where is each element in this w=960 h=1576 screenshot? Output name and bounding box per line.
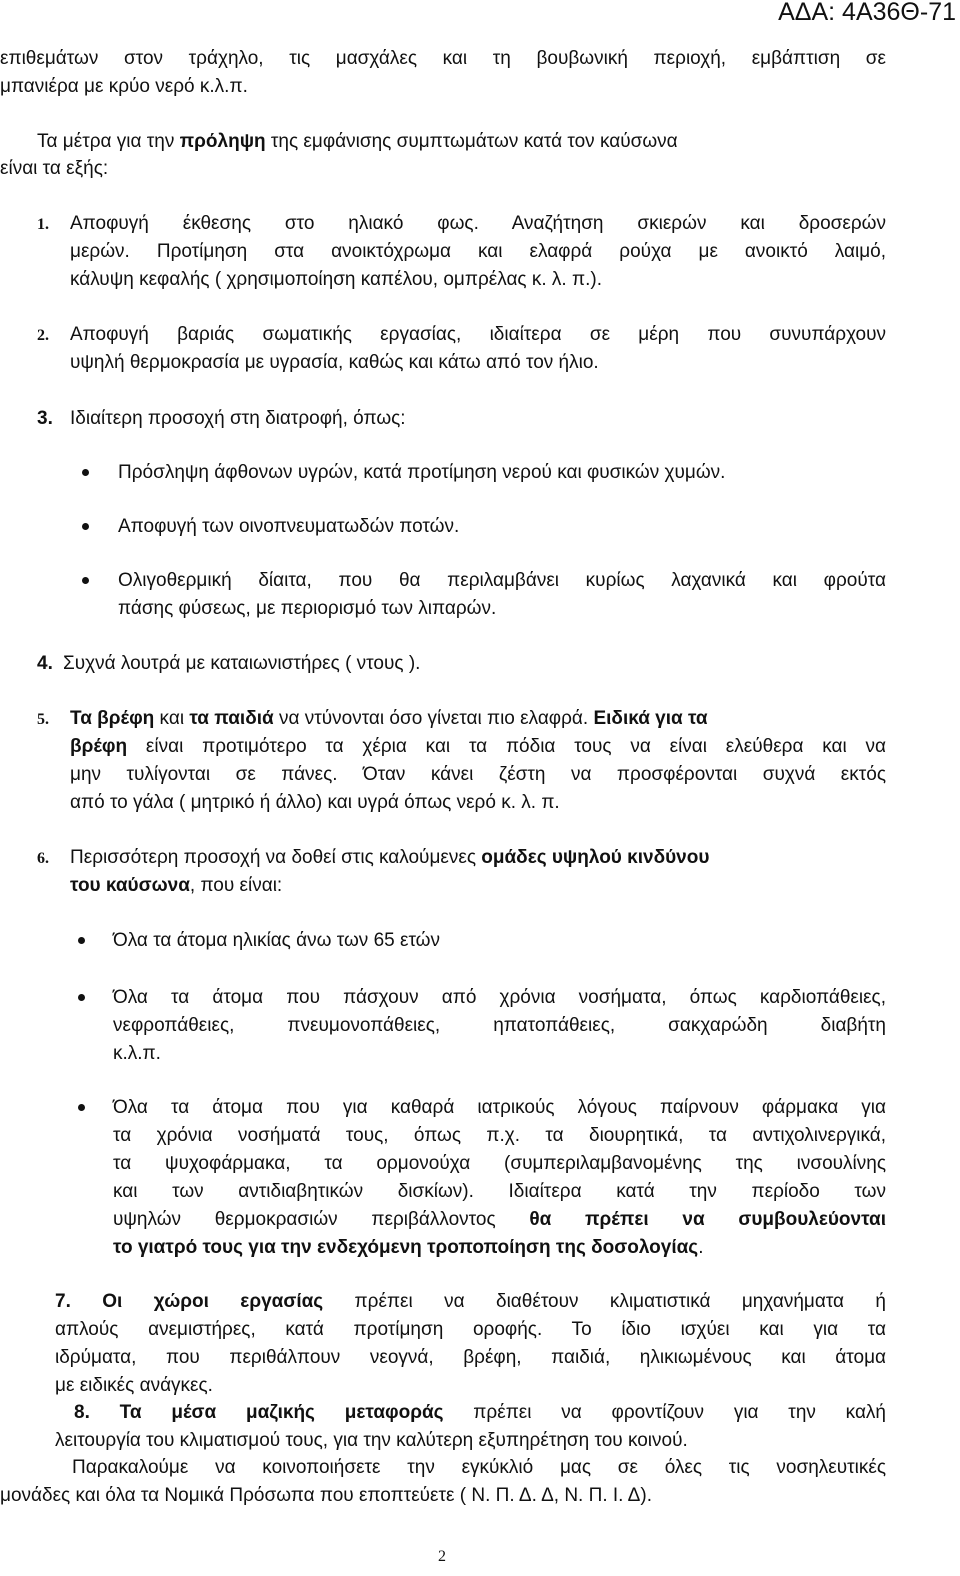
item-number: 1. bbox=[37, 216, 49, 233]
bullet-text: το γιατρό τους για την ενδεχόμενη τροποποίηση της δοσολογίας. bbox=[113, 1237, 704, 1258]
intro-line: επιθεμάτων στον τράχηλο, τις μασχάλες και τη βουβωνική περιοχή, εμβάπτιση σε bbox=[0, 48, 886, 69]
bullet-text: Ολιγοθερμική δίαιτα, που θα περιλαμβάνει κυρίως λαχανικά και φρούτα bbox=[118, 570, 886, 591]
bullet-icon bbox=[82, 577, 89, 584]
item-number: 6. bbox=[37, 850, 49, 867]
bullet-text: τα ψυχοφάρμακα, τα ορμονούχα (συμπεριλαμβανομένης της ινσουλίνης bbox=[113, 1153, 886, 1174]
item-text: Ιδιαίτερη προσοχή στη διατροφή, όπως: bbox=[70, 408, 406, 429]
bullet-text: κ.λ.π. bbox=[113, 1043, 161, 1064]
item-number: 5. bbox=[37, 711, 49, 728]
item-text: Περισσότερη προσοχή να δοθεί στις καλούμενες ομάδες υψηλού κινδύνου bbox=[70, 847, 710, 868]
item-text: Συχνά λουτρά με καταιωνιστήρες ( ντους ). bbox=[63, 653, 421, 674]
prevention-heading: Τα μέτρα για την πρόληψη της εμφάνισης συμπτωμάτων κατά τον καύσωνα bbox=[37, 131, 678, 152]
intro-line: μπανιέρα με κρύο νερό κ.λ.π. bbox=[0, 76, 248, 97]
item-text: απλούς ανεμιστήρες, κατά προτίμηση οροφής. Το ίδιο ισχύει και για τα bbox=[55, 1319, 886, 1340]
item-text: του καύσωνα, που είναι: bbox=[70, 875, 283, 896]
page-number: 2 bbox=[438, 1548, 446, 1565]
bullet-text: Πρόσληψη άφθονων υγρών, κατά προτίμηση νερού και φυσικών χυμών. bbox=[118, 462, 726, 483]
closing-text: Παρακαλούμε να κοινοποιήσετε την εγκύκλιό μας σε όλες τις νοσηλευτικές bbox=[72, 1457, 886, 1478]
bullet-text: Αποφυγή των οινοπνευματωδών ποτών. bbox=[118, 516, 460, 537]
item-text: μην τυλίγονται σε πάνες. Όταν κάνει ζέστη να προσφέρονται συχνά εκτός bbox=[70, 764, 886, 785]
bullet-text: τα χρόνια νοσήματά τους, όπως π.χ. τα διουρητικά, τα αντιχολινεργικά, bbox=[113, 1125, 886, 1146]
item-text: 7. Οι χώροι εργασίας πρέπει να διαθέτουν κλιματιστικά μηχανήματα ή bbox=[55, 1291, 886, 1312]
intro-line: είναι τα εξής: bbox=[0, 158, 109, 179]
item-text: Τα βρέφη και τα παιδιά να ντύνονται όσο γίνεται πιο ελαφρά. Ειδικά για τα bbox=[70, 708, 708, 729]
bullet-text: και των αντιδιαβητικών δισκίων). Ιδιαίτερα κατά την περίοδο των bbox=[113, 1181, 886, 1202]
item-text: υψηλή θερμοκρασία με υγρασία, καθώς και κάτω από τον ήλιο. bbox=[70, 352, 599, 373]
item-text: 8. Τα μέσα μαζικής μεταφοράς πρέπει να φροντίζουν για την καλή bbox=[74, 1402, 886, 1423]
bullet-icon bbox=[78, 1104, 85, 1111]
item-text: μερών. Προτίμηση στα ανοικτόχρωμα και ελαφρά ρούχα με ανοικτό λαιμό, bbox=[70, 241, 886, 262]
bullet-icon bbox=[82, 523, 89, 530]
item-text: ιδρύματα, που περιθάλπουν νεογνά, βρέφη, παιδιά, ηλικιωμένους και άτομα bbox=[55, 1347, 886, 1368]
bullet-icon bbox=[78, 937, 85, 944]
bullet-text: Όλα τα άτομα που πάσχουν από χρόνια νοσήματα, όπως καρδιοπάθειες, bbox=[113, 987, 886, 1008]
item-text: από το γάλα ( μητρικό ή άλλο) και υγρά όπως νερό κ. λ. π. bbox=[70, 792, 560, 813]
item-text: βρέφη είναι προτιμότερο τα χέρια και τα πόδια τους να είναι ελεύθερα και να bbox=[70, 736, 886, 757]
bullet-text: υψηλών θερμοκρασιών περιβάλλοντος θα πρέπει να συμβουλεύονται bbox=[113, 1209, 886, 1230]
item-text: λειτουργία του κλιματισμού τους, για την καλύτερη εξυπηρέτηση του κοινού. bbox=[55, 1430, 688, 1451]
bullet-icon bbox=[82, 469, 89, 476]
item-text: κάλυψη κεφαλής ( χρησιμοποίηση καπέλου, ομπρέλας κ. λ. π.). bbox=[70, 269, 602, 290]
closing-text: μονάδες και όλα τα Νομικά Πρόσωπα που εποπτεύετε ( Ν. Π. Δ. Δ, Ν. Π. Ι. Δ). bbox=[0, 1485, 652, 1506]
document-code: ΑΔΑ: 4Α36Θ-71 bbox=[778, 0, 956, 26]
bullet-text: Όλα τα άτομα που για καθαρά ιατρικούς λόγους παίρνουν φάρμακα για bbox=[113, 1097, 886, 1118]
item-text: Αποφυγή βαριάς σωματικής εργασίας, ιδιαίτερα σε μέρη που συνυπάρχουν bbox=[70, 324, 886, 345]
item-text: με ειδικές ανάγκες. bbox=[55, 1375, 213, 1396]
item-text: Αποφυγή έκθεσης στο ηλιακό φως. Αναζήτηση σκιερών και δροσερών bbox=[70, 213, 886, 234]
bullet-text: Όλα τα άτομα ηλικίας άνω των 65 ετών bbox=[113, 930, 441, 951]
bullet-text: πάσης φύσεως, με περιορισμό των λιπαρών. bbox=[118, 598, 497, 619]
item-number: 4. bbox=[37, 653, 53, 674]
bullet-icon bbox=[78, 994, 85, 1001]
bullet-text: νεφροπάθειες, πνευμονοπάθειες, ηπατοπάθειες, σακχαρώδη διαβήτη bbox=[113, 1015, 886, 1036]
item-number: 3. bbox=[37, 408, 53, 429]
item-number: 2. bbox=[37, 327, 49, 344]
